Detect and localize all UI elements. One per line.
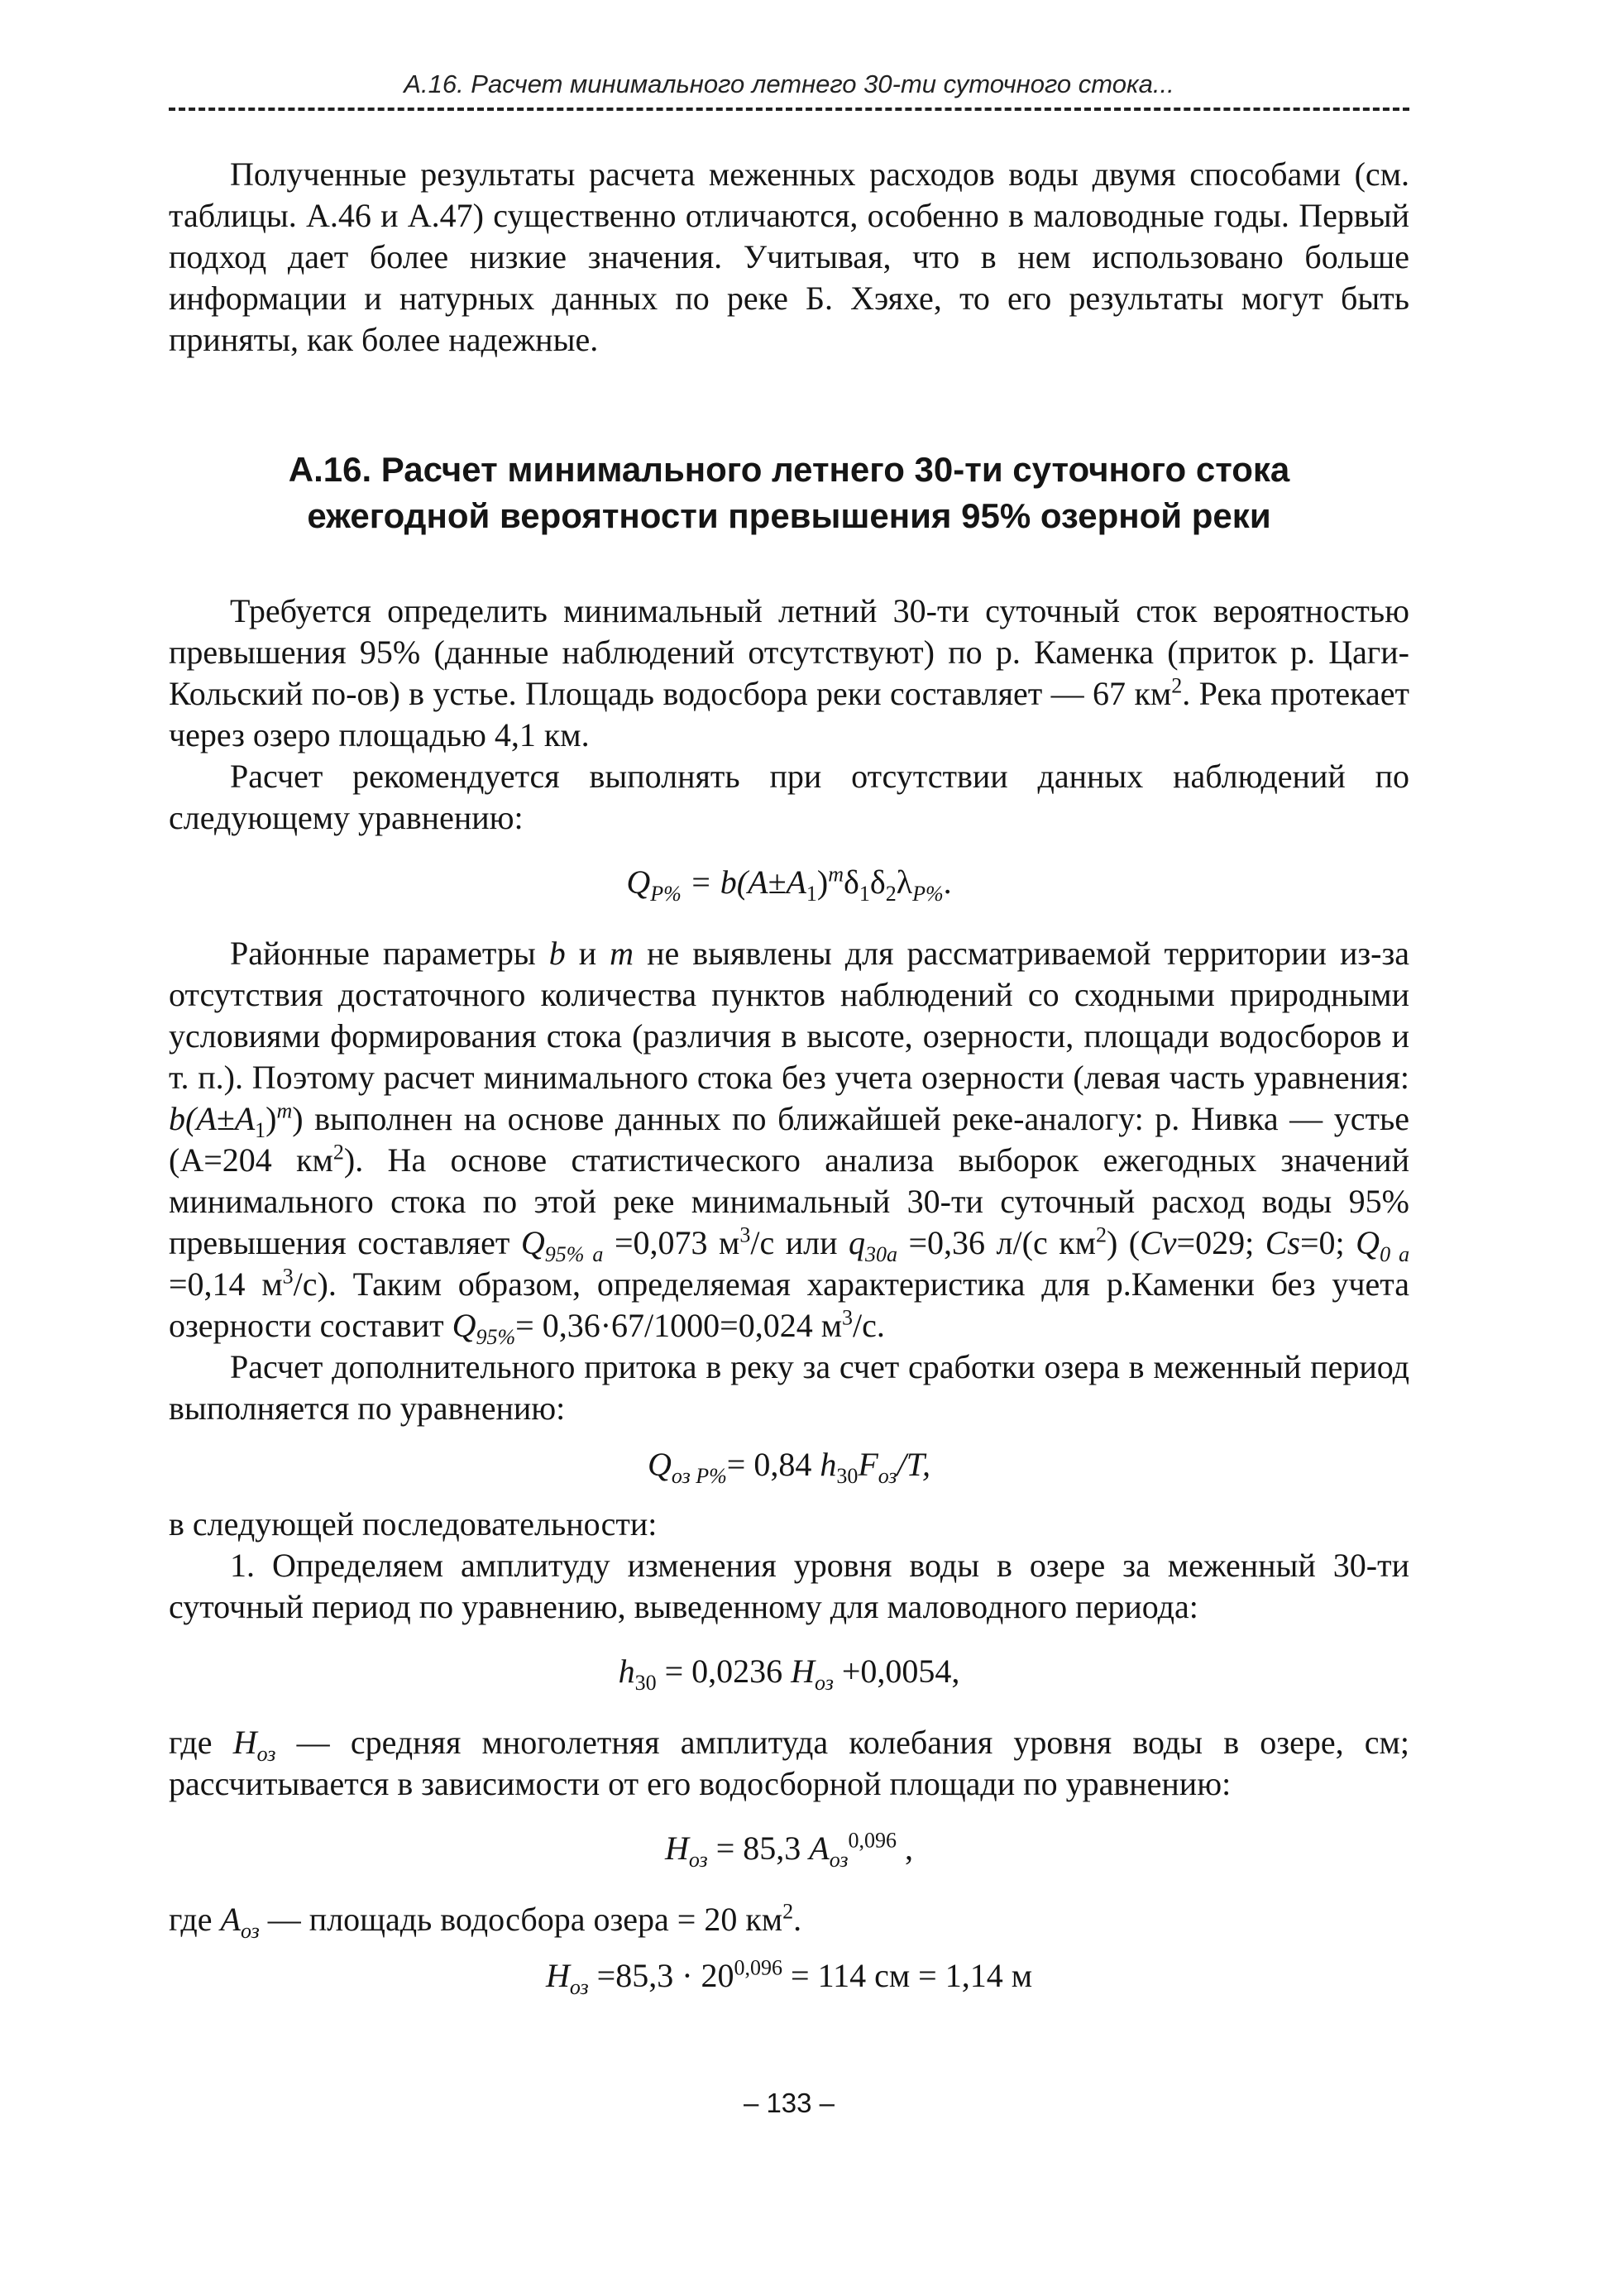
equation-h-lake: $H_{оз} = 85,3$ $A_{оз}^{0,096}$ , (664, 1828, 913, 1872)
method-paragraph: Расчет рекомендуется выполнять при отсутствии данных наблюдений по следующему уравнению: (169, 758, 1409, 836)
equation-q-lake: $Q_{оз P\%}= 0,84$ $h_{30}F_{оз}/T$, (648, 1446, 930, 1488)
section-title-line-1: А.16. Расчет минимального летнего 30-ти суточного стока (288, 450, 1290, 489)
page-body (169, 154, 1409, 2015)
step-1-paragraph: 1. Определяем амплитуду изменения уровня воды в озере за меженный 30-ти суточный период по уравнению, выведенному для маловодного периода: (169, 1547, 1409, 1625)
section-title-line-2: ежегодной вероятности превышения 95% озерной реки (307, 496, 1271, 535)
sequence-line: в следующей последовательности: (169, 1505, 658, 1543)
equation-q-p: $Q_{P\%} = b(A\pm A_1)^m\delta_1\delta_2\lambda_{P\%}$. (626, 862, 952, 906)
regional-parameters-paragraph: Районные параметры b и m не выявлены для рассматриваемой территории из-за отсутствия достаточного количества пунктов наблюдений со сходными природными условиями формирования стока (различия в высоте, озерности, площади водосборов и т. п.). Поэтому расчет минимального стока без учета озерности (левая часть уравнения: $b(A\pm A_1)^m$) выполнен на основе данных по ближайшей реке-аналогу: р. Нивка — устье (А=204 $км^2$). На основе статистического анализа выборок ежегодных значений минимального стока по этой реке минимальный 30-ти суточный расход воды 95% превышения составляет $Q_{95\% a} =0,073$ $м^3/с$ или $q_{30a} =0,36$ л/(с $км^2$) (Cv=029; Cs=0; $Q_{0 a} =0,14$ $м^3/с$). Таким образом, определяемая характеристика для р.Каменки без учета озерности составит $Q_{95\%}= 0,36\cdot 67/1000=0,024$ $м^3/с$. (169, 935, 1410, 1349)
equation-h30: $h_{30} = 0,0236$ $H_{оз} +0,0054$, (618, 1653, 960, 1695)
running-head: А.16. Расчет минимального летнего 30-ти суточного стока... (404, 69, 1174, 98)
header-divider (169, 108, 1409, 111)
intro-paragraph: Полученные результаты расчета меженных расходов воды двумя способами (см. таблицы. А.46 и А.47) существенно отличаются, особенно в маловодные годы. Первый подход дает более низкие значения. Учитывая, что в нем использовано больше информации и натурных данных по реке Б. Хэяхе, то его результаты могут быть приняты, как более надежные. (169, 155, 1409, 358)
lake-inflow-paragraph: Расчет дополнительного притока в реку за счет сработки озера в меженный период выполняется по уравнению: (169, 1348, 1409, 1427)
task-paragraph: Требуется определить минимальный летний 30-ти суточный сток вероятностью превышения 95% (данные наблюдений отсутствуют) по р. Каменка (приток р. Цаги-Кольский по-ов) в устье. Площадь водосбора реки составляет — 67 $км^2$. Река протекает через озеро площадью 4,1 км. (169, 592, 1409, 753)
equation-h-lake-result: $H_{оз} =85,3 \cdot 20^{0,096} = 114$ см = 1,14 м (545, 1955, 1033, 1999)
page-number: – 133 – (743, 2088, 835, 2118)
section-title (169, 447, 1409, 539)
a-lake-definition: где $A_{оз}$ — площадь водосбора озера = 20 $км^2$. (169, 1899, 802, 1943)
h-lake-definition: где $H_{оз}$ — средняя многолетняя амплитуда колебания уровня воды в озере, см; рассчитывается в зависимости от его водосборной площади по уравнению: (169, 1724, 1409, 1802)
